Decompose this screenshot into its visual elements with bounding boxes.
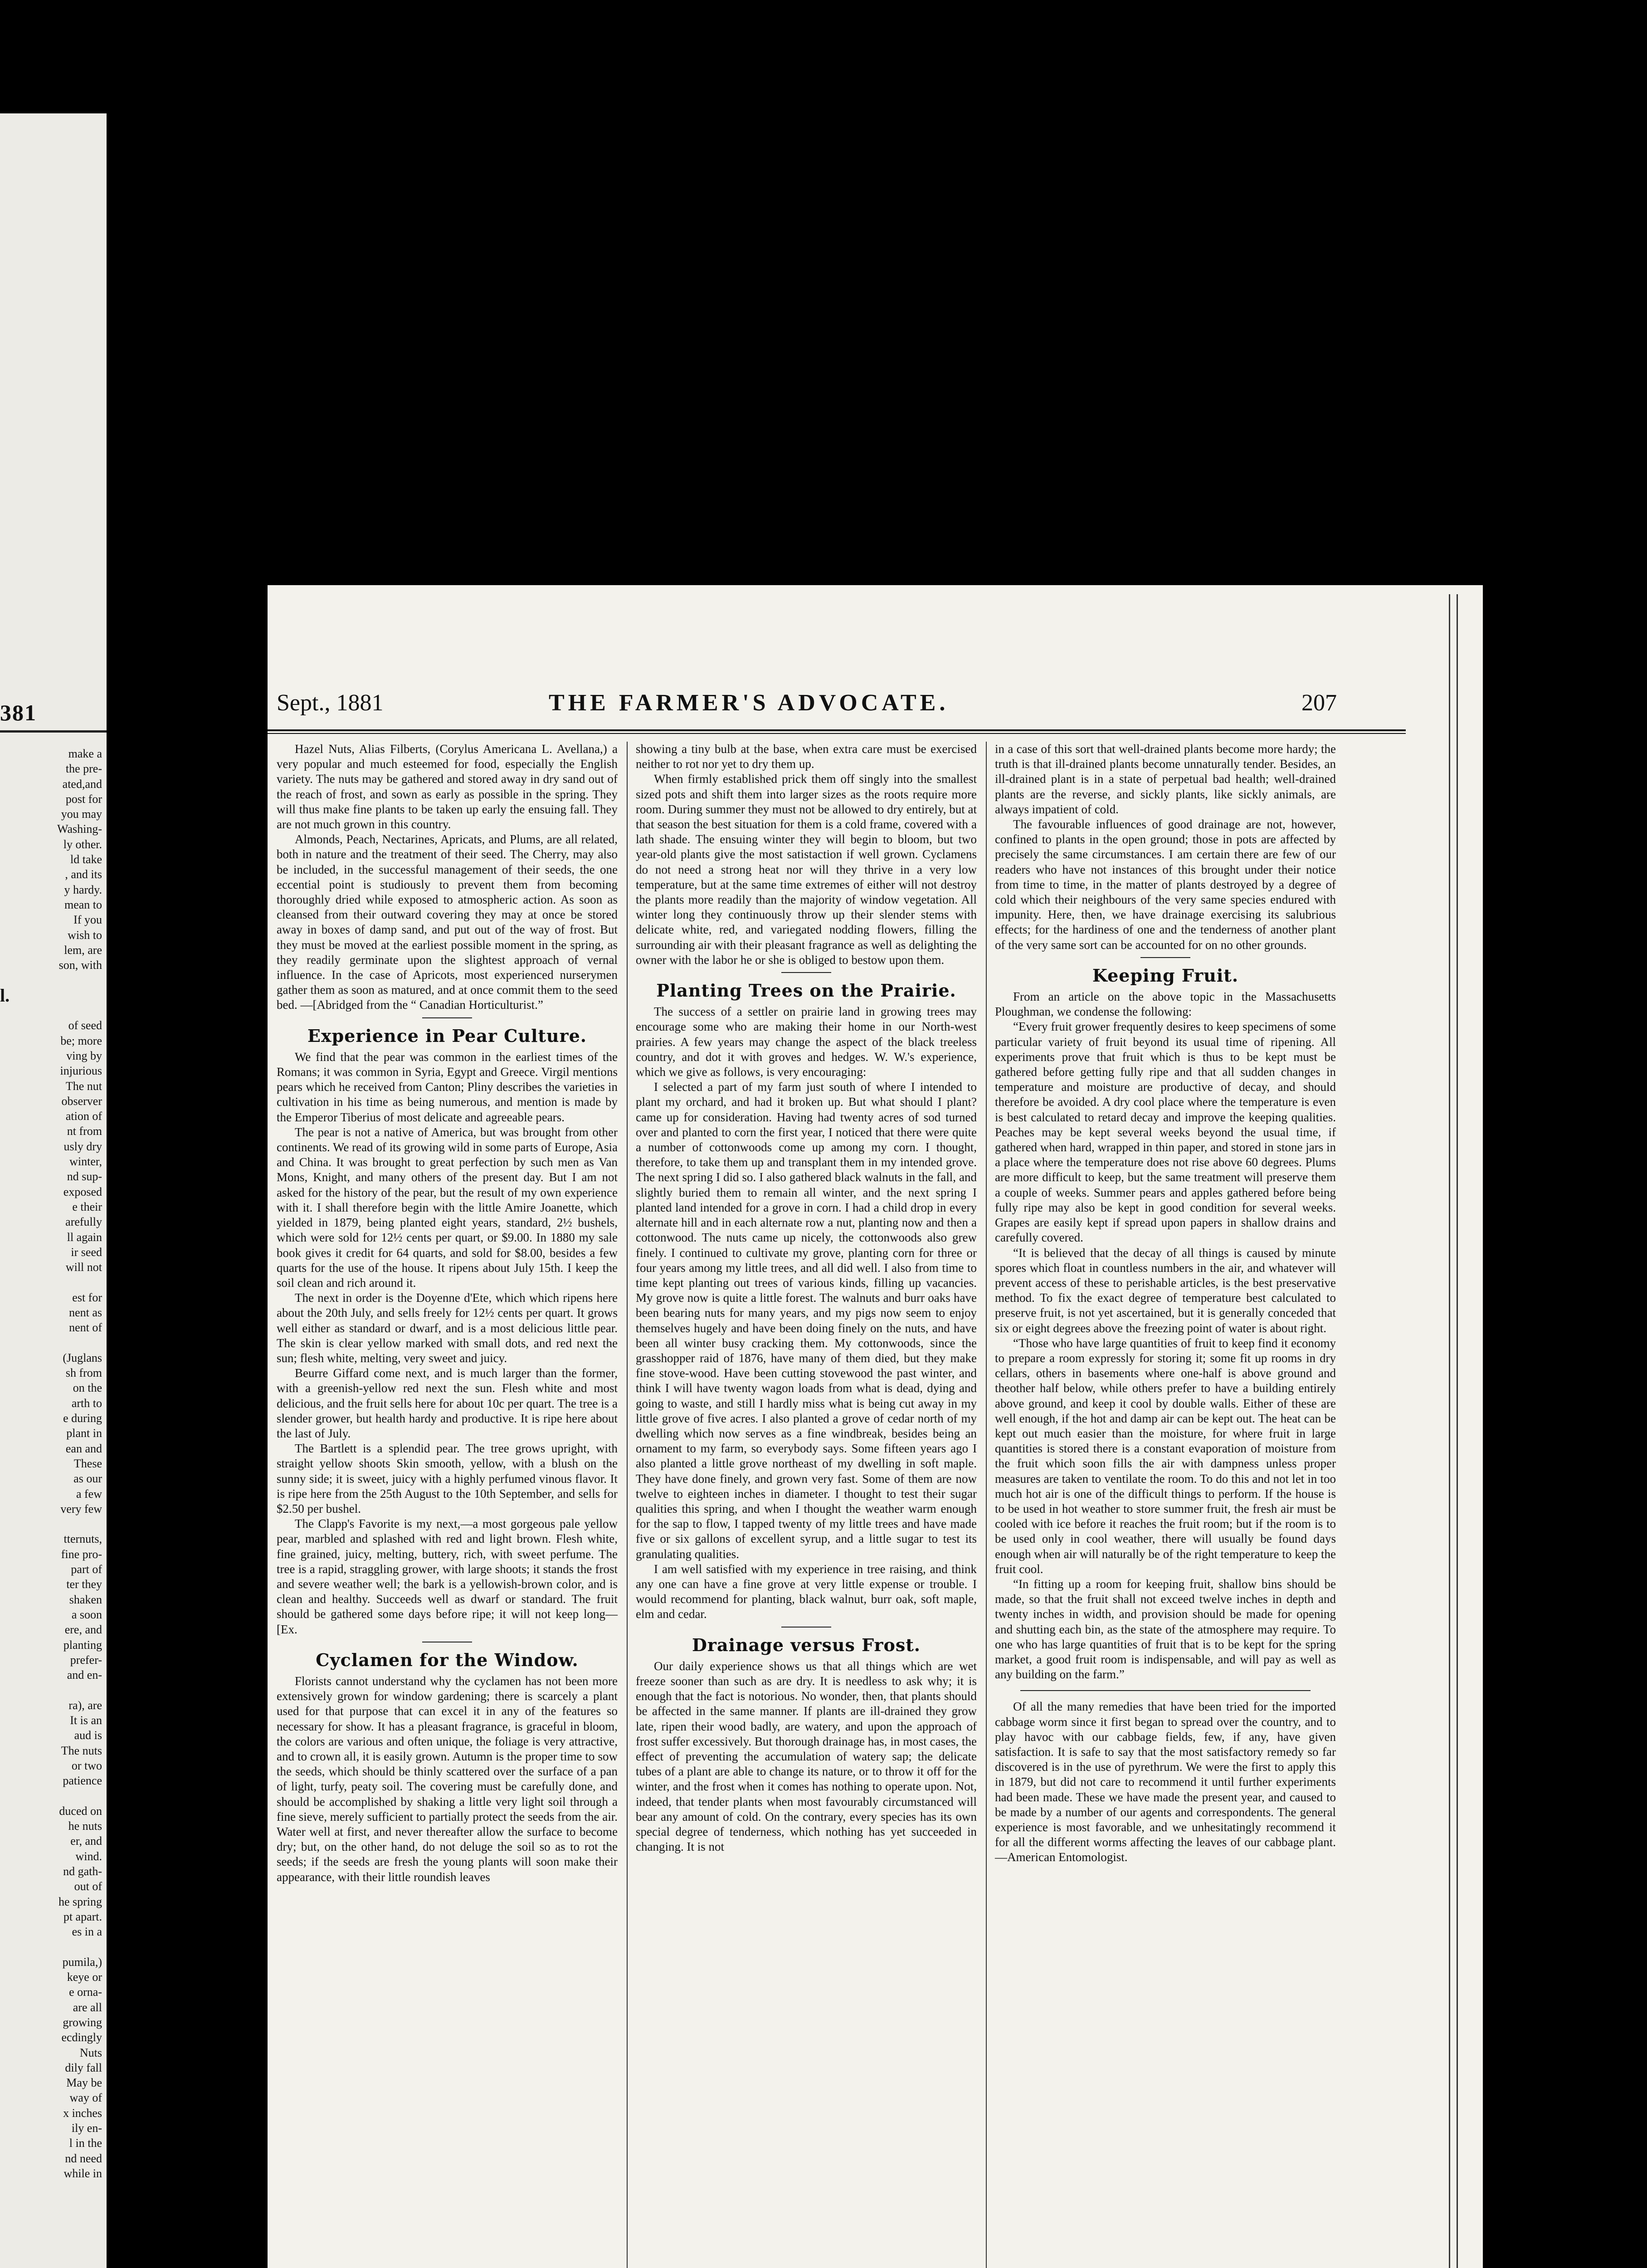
text-fragment: as our [73, 1472, 102, 1486]
text-fragment: These [73, 1457, 102, 1470]
article-paragraph: The pear is not a native of America, but was brought from other continents. We read of its growing wild in some parts of Europe, Asia and China. It was brought to great perfection by such men as Van Mons, Knight, and many others of the present day. But I am not asked for the history of the pear, but the result of my own experience with it. I shall therefore begin with the little Amire Joanette, which yielded in 1879, being planted eight years, standard, 2½ bushels, which were sold for 12½ cents per quart, or $9.00. In 1880 my sale book gives it credit for 64 quarts, and sold for $8.00, besides a few quarts for the use of the house. It ripens about July 15th. I keep the soil clean and rich around it. [277, 1125, 618, 1290]
text-fragment: the pre- [65, 762, 102, 776]
column-3 [995, 742, 1336, 1865]
text-fragment: nt from [67, 1124, 102, 1138]
section-rule [1020, 1690, 1311, 1691]
text-fragment: pt apart. [63, 1910, 102, 1923]
text-fragment: injurious [60, 1064, 102, 1078]
fragment-spacer [0, 1939, 107, 1954]
text-fragment: mean to [64, 898, 102, 911]
fragment-spacer [0, 1335, 107, 1350]
text-fragment: lem, are [64, 943, 102, 957]
text-fragment: sh from [65, 1366, 102, 1380]
article-paragraph: The Bartlett is a splendid pear. The tree grows upright, with straight yellow shoots Skin smooth, yellow, with a blush on the sunny side; it is sweet, juicy with a highly perfumed vinous flavor. It is ripe here from the 25th August to the 10th September, and sells for $2.50 per bushel. [277, 1442, 618, 1515]
text-fragment: very few [60, 1502, 102, 1515]
text-fragment: arth to [71, 1396, 102, 1410]
text-fragment: you may [61, 807, 102, 821]
article-paragraph: showing a tiny bulb at the base, when extra care must be exercised neither to rot nor yet to dry them up. [636, 742, 977, 771]
article-paragraph: The next in order is the Doyenne d'Ete, which which ripens here about the 20th July, and sells freely for 12½ cents per quart. It grows well either as standard or dwarf, and is a most delicious little pear. The skin is clear yellow marked with small dots, and red next the sun; flesh white, melting, very sweet and juicy. [277, 1291, 618, 1365]
text-fragment: ecdingly [61, 2031, 102, 2044]
text-fragment: ily en- [71, 2121, 102, 2135]
text-fragment: tternuts, [63, 1532, 102, 1546]
text-fragment: nd gath- [63, 1864, 102, 1878]
text-fragment: ated,and [62, 777, 102, 791]
article-paragraph: Beurre Giffard come next, and is much larger than the former, with a greenish-yellow red next the sun. Flesh white and most delicious, and the fruit sells here for about 10c per quart. The tree is a slender grower, but health hardy and productive. It is ripe here about the last of July. [277, 1366, 618, 1440]
fragment-spacer [0, 1682, 107, 1697]
article-heading-cyclamen: Cyclamen for the Window. [316, 1649, 579, 1670]
text-fragment: If you [73, 913, 102, 927]
column-1 [277, 742, 618, 1885]
text-fragment: part of [71, 1563, 102, 1576]
text-fragment: fine pro- [61, 1547, 102, 1561]
article-heading-drainage: Drainage versus Frost. [692, 1634, 921, 1655]
text-fragment: nd need [65, 2151, 102, 2165]
newspaper-page [268, 585, 1483, 2268]
text-fragment: out of [74, 1880, 102, 1893]
article-paragraph: “It is believed that the decay of all things is caused by minute spores which float in countless numbers in the air, and whatever will prevent access of these to perishable articles, is the best preservative method. To fix the exact degree of temperature best calculated to preserve fruit, is not yet ascertained, but it is generally conceded that six or eight degrees above the freezing point of water is about right. [995, 1246, 1336, 1335]
text-fragment: way of [69, 2091, 102, 2105]
text-fragment: e during [63, 1412, 102, 1425]
text-fragment: observer [61, 1094, 102, 1108]
text-fragment: Washing- [57, 822, 102, 836]
text-fragment: ean and [65, 1442, 102, 1455]
previous-page-fragment [0, 113, 107, 2268]
section-rule [781, 972, 831, 973]
text-fragment: patience [63, 1774, 102, 1788]
article-paragraph: From an article on the above topic in the Massachusetts Ploughman, we condense the following: [995, 990, 1336, 1019]
column-divider [986, 742, 987, 2268]
text-fragment: wind. [75, 1849, 102, 1863]
text-fragment: duced on [59, 1804, 102, 1818]
text-fragment: and en- [67, 1668, 102, 1682]
text-fragment: e orna- [69, 1985, 102, 1999]
text-fragment: nent of [69, 1321, 102, 1334]
text-fragment: , and its [65, 868, 102, 881]
text-fragment: ation of [65, 1110, 102, 1123]
text-fragment: ly other. [63, 837, 102, 851]
column-2 [636, 742, 977, 1854]
text-fragment: arefully [65, 1215, 102, 1229]
text-fragment: son, with [58, 958, 102, 972]
previous-page-header-rule [0, 730, 107, 733]
text-fragment: aud is [74, 1729, 102, 1742]
fragment-spacer [0, 1275, 107, 1290]
text-fragment: er, and [70, 1834, 102, 1848]
previous-page-text-fragments [0, 746, 107, 2181]
fragment-spacer [0, 973, 107, 987]
text-fragment: It is an [70, 1714, 102, 1727]
article-paragraph: The Clapp's Favorite is my next,—a most gorgeous pale yellow pear, marbled and splashed with red and light brown. Flesh white, fine grained, juicy, melting, buttery, rich, with sweet perfume. The tree is a rapid, straggling grower, with large shoots; it stands the frost and severe weather well; the bark is a yellowish-brown color, and is clean and healthy. Succeeds well as dwarf or standard. The fruit should be gathered some days before ripe; it will not keep long—[Ex. [277, 1517, 618, 1636]
article-heading-planting-trees: Planting Trees on the Prairie. [656, 980, 956, 1001]
article-paragraph: Almonds, Peach, Nectarines, Apricats, and Plums, are all related, both in nature and the treatment of their seed. The Cherry, may also be included, in the successful management of their seeds, the one eccential point is studiously to prevent them from becoming thoroughly dried while exposed to atmospheric action. As soon as cleansed from their outward covering they may at once be stored away in boxes of damp sand, and put out of the way of frost. But they must be moved at the earliest possible moment in the spring, as they readily germinate upon the slightest approach of vernal influence. In the case of Apricots, most experienced nurserymen gather them as soon as matured, and at once commit them to the seed bed. —[Abridged from the “ Canadian Horticulturist.” [277, 832, 618, 1012]
text-fragment: plant in [66, 1427, 102, 1440]
text-fragment: x inches [63, 2106, 102, 2120]
page-edge-border [1449, 594, 1458, 2268]
text-fragment: prefer- [70, 1653, 102, 1667]
text-fragment: wish to [68, 928, 102, 942]
article-paragraph: The favourable influences of good drainage are not, however, confined to plants in the open ground; those in pots are affected by precisely the same circumstances. I am certain there are few of our readers who have not instances of this brought under their notice from time to time, in the matter of plants destroyed by a degree of cold which their neighbours of the very same species endured with impunity. Here, then, we have drainage exercising its salubrious effects; for the hardiness of one and the tenderness of another plant of the very same sort can be accounted for on no other grounds. [995, 817, 1336, 952]
article-paragraph: I selected a part of my farm just south of where I intended to plant my orchard, and had it broken up. But what should I plant? came up for consideration. Having had twenty acres of sod turned over and planted to corn the first year, I noticed that there were quite a number of cottonwoods come up among my corn. I thought, therefore, to take them up and transplant them in my intended grove. The next spring I did so. I also gathered black walnuts in the fall, and slightly buried them to remain all winter, and the next spring I planted land intended for a grove in corn. I had a child drop in every alternate hill and in each alternate row a nut, planting now and then a cottonwood. The nuts came up nicely, the cottonwoods also grew finely. I continued to cultivate my grove, planting corn for three or four years among my little trees, and all did well. I also from time to time kept planting out trees of various kinds, filling up vacancies. My grove now is quite a little forest. The walnuts and burr oaks have been bearing nuts for many years, and my pigs now seem to enjoy themselves hugely and have been doing finely on the nuts, and have been all winter busy cracking them. My cottonwoods, since the grasshopper raid of 1876, have many of them died, but they make fine stove-wood. Have been cutting stovewood the past winter, and think I will have twenty wagon loads from what is dead, dying and going to waste, and still I hardly miss what is being cut away in my little grove of five acres. I also planted a grove of cedar north of my dwelling which now serves as a fine windbreak, besides being an ornament to my farm, so everybody says. Some fifteen years ago I also planted a little grove northeast of my dwelling in soft maple. They have done finely, and grown very fast. Some of them are now twelve to eighteen inches in diameter. I thought to test their sugar qualities this spring, and when I thought the weather warm enough for the sap to flow, I tapped twenty of my little trees and have made five or six gallons of excellent syrup, and a little sugar to test its granulating qualities. [636, 1080, 977, 1561]
text-fragment: l in the [69, 2136, 102, 2150]
text-fragment: (Juglans [63, 1351, 102, 1364]
text-fragment: or two [71, 1759, 102, 1772]
section-rule [1140, 957, 1190, 958]
fragment-spacer [0, 1516, 107, 1531]
fragment-spacer [0, 1788, 107, 1803]
text-fragment: est for [72, 1290, 102, 1304]
article-paragraph: Of all the many remedies that have been tried for the imported cabbage worm since it first began to spread over the country, and to play havoc with our cabbage fields, few, if any, have given satisfaction. It is safe to say that the most satisfactory remedy so far discovered is in the use of pyrethrum. We were the first to apply this in 1879, but did not care to recommend it until further experiments had been made. These we have made the present year, and caused to be made by a number of our agents and correspondents. The general experience is most favorable, and we unhesitatingly recommend it for all the different worms affecting the leaves of our cabbage plant.—American Entomologist. [995, 1700, 1336, 1864]
text-fragment: keye or [67, 1970, 102, 1984]
header-rule [268, 729, 1406, 734]
text-fragment: be; more [60, 1034, 102, 1047]
text-fragment: a soon [71, 1608, 102, 1621]
page-gutter [107, 585, 270, 2268]
text-fragment: ra), are [68, 1698, 102, 1712]
text-fragment: growing [63, 2015, 102, 2029]
article-heading-keeping-fruit: Keeping Fruit. [1092, 965, 1239, 986]
text-fragment: he nuts [68, 1819, 102, 1833]
column-divider [627, 742, 628, 2268]
article-paragraph: “In fitting up a room for keeping fruit, shallow bins should be made, so that the fruit shall not exceed twelve inches in depth and twenty inches in width, and provision should be made for opening and shutting each bin, as the state of the atmosphere may require. To one who has large quantities of fruit that is to be kept for the spring market, a good fruit room is indispensable, and will pay as well as any building on the farm.” [995, 1577, 1336, 1681]
text-fragment: a few [76, 1487, 102, 1501]
text-fragment: shaken [69, 1593, 102, 1606]
section-rule [422, 1017, 472, 1018]
article-paragraph: When firmly established prick them off singly into the smallest sized pots and shift them into larger sizes as the roots require more room. During summer they must not be allowed to dry entirely, but at that season the best situation for them is a cold frame, covered with a lath shade. The ensuing winter they will begin to bloom, but two year-old plants give the most satistaction if well grown. Cyclamens do not need a strong heat nor will they thrive in a very low temperature, but at the same time extremes of either will not destroy the plants more readily than the majority of window vegetation. All winter long they continuously throw up their slender stems with delicate white, red, and variegated nodding flowers, filling the surrounding air with their pleasant fragrance as well as delighting the owner with the labor he or she is obliged to bestow upon them. [636, 772, 977, 967]
text-fragment: on the [73, 1381, 102, 1395]
text-fragment: while in [63, 2166, 102, 2180]
text-fragment: usly dry [63, 1139, 102, 1153]
text-fragment: Nuts [79, 2046, 102, 2059]
previous-page-number: 381 [0, 700, 37, 725]
text-fragment: will not [65, 1261, 102, 1274]
article-paragraph: Hazel Nuts, Alias Filberts, (Corylus Americana L. Avellana,) a very popular and much esteemed for food, especially the English variety. The nuts may be gathered and stored away in dry sand out of the reach of frost, and sown as early as possible in the spring. They will thus make fine plants to be taken up early the ensuing fall. They are not much grown in this country. [277, 742, 618, 831]
text-fragment: dily fall [65, 2061, 102, 2074]
text-fragment: ir seed [71, 1245, 102, 1259]
article-paragraph: “Every fruit grower frequently desires to keep specimens of some particular variety of fruit beyond its usual time of ripening. All experiments prove that fruit which is thus to be kept must be gathered before getting fully ripe and that all sudden changes in temperature and moisture are productive of decay, and should therefore be avoided. A dry cool place where the temperature is even is best calculated to retard decay and improve the keeping qualities. Peaches may be kept several weeks beyond the usual time, if gathered when hard, wrapped in thin paper, and stored in stone jars in a place where the temperature does not rise above 60 degrees. Plums are more difficult to keep, but the same treatment will preserve them a couple of weeks. Summer pears and apples gathered before being fully ripe may also be kept in good condition for several weeks. Grapes are easily kept if spread upon papers in shallow drains and carefully covered. [995, 1020, 1336, 1245]
issue-date: Sept., 1881 [277, 690, 384, 716]
text-fragment: ter they [66, 1578, 102, 1591]
article-heading-pear-culture: Experience in Pear Culture. [307, 1025, 587, 1046]
article-paragraph: “Those who have large quantities of fruit to keep find it economy to prepare a room expressly for storing it; some fit up rooms in dry cellars, others in basements where one-half is above ground and theother half below, while others prefer to have a building entirely above ground, and keep it cool by double walls. Either of these are well enough, if the hot and damp air can be kept out. The heat can be kept out much easier than the moisture, for where fruit in large quantities is stored there is a constant evaporation of moisture from the fruit which soon fills the air with dampness unless proper measures are taken to ventilate the room. To do this and not let in too much hot air is one of the difficult things to perform. If the house is to be used in hot weather to store summer fruit, the fresh air must be cooled with ice before it reaches the fruit room; but if the room is to be used only in cool weather, there will usually be found days enough when air will naturally be of the right temperature to keep the fruit cool. [995, 1336, 1336, 1576]
text-fragment: exposed [63, 1185, 102, 1198]
masthead-title: THE FARMER'S ADVOCATE. [549, 690, 949, 716]
article-paragraph: in a case of this sort that well-drained plants become more hardy; the truth is that ill-drained plants become unnaturally tender. Besides, an ill-drained plant is in a state of perpetual bad health; well-drained plants are the reverse, and sickly plants, like sickly animals, are always impatient of cold. [995, 742, 1336, 816]
article-paragraph: Our daily experience shows us that all things which are wet freeze sooner than such as are dry. It is needless to ask why; it is enough that the fact is notorious. No wonder, then, that plants should be affected in the same manner. If plants are ill-drained they grow late, ripen their wood badly, are watery, and upon the approach of frost suffer excessively. But thorough drainage has, in most cases, the effect of preventing the accumulation of watery sap; the delicate tubes of a plant are able to change its nature, or to throw it off for the winter, and the frost when it comes has nothing to operate upon. Not, indeed, that tender plants when most favourably circumstanced will bear any amount of cold. On the contrary, every species has its own special degree of tenderness, which nothing has yet succeeded in changing. It is not [636, 1659, 977, 1854]
text-fragment: y hardy. [64, 883, 102, 896]
text-fragment: ving by [66, 1049, 102, 1062]
text-fragment: planting [63, 1638, 102, 1652]
text-fragment: make a [68, 747, 102, 760]
text-fragment: The nut [65, 1079, 102, 1093]
text-fragment: ld take [70, 853, 102, 866]
fragment-spacer [0, 1003, 107, 1018]
page-number: 207 [1301, 690, 1337, 716]
text-fragment: post for [65, 792, 102, 806]
text-fragment: he spring [58, 1895, 102, 1908]
article-paragraph: Florists cannot understand why the cyclamen has not been more extensively grown for window gardening; there is scarcely a plant used for that purpose that can excel it in any of the features so necessary for show. It has a pleasant fragrance, is graceful in bloom, the colors are various and often unique, the foliage is very attractive, and to crown all, it is easily grown. Autumn is the proper time to sow the seeds, which should be thinly scattered over the surface of a pan of light, turfy, peaty soil. The covering must be carefully done, and should be accomplished by shaking a little very light soil through a fine sieve, merely sufficient to partially protect the seeds from the air. Water well at first, and never thereafter allow the surface to become dry; but, on the other hand, do not deluge the soil so as to rot the seeds; if the seeds are fresh the young plants will soon make their appearance, with their little roundish leaves [277, 1674, 618, 1884]
section-letter: l. [0, 987, 10, 1003]
text-fragment: nd sup- [67, 1170, 102, 1183]
text-fragment: May be [66, 2076, 102, 2090]
text-fragment: The nuts [61, 1744, 102, 1757]
text-fragment: winter, [69, 1155, 102, 1168]
text-fragment: pumila,) [62, 1955, 102, 1969]
text-fragment: ere, and [64, 1623, 102, 1637]
text-fragment: nent as [69, 1305, 102, 1319]
text-fragment: ll again [67, 1230, 102, 1244]
article-paragraph: The success of a settler on prairie land in growing trees may encourage some who are making their home in our North-west prairies. A few years may change the aspect of the black treeless country, and dot it with groves and hedges. W. W.'s experience, which we give as follows, is very encouraging: [636, 1005, 977, 1079]
article-paragraph: We find that the pear was common in the earliest times of the Romans; it was common in Syria, Egypt and Greece. Virgil mentions pears which he received from Canton; Pliny describes the varieties in cultivation in his time as being numerous, and mention is made by the Emperor Tiberius of most delicate and agreeable pears. [277, 1050, 618, 1124]
text-fragment: are all [73, 2000, 102, 2014]
text-fragment: of seed [68, 1019, 102, 1032]
section-rule [781, 1627, 831, 1628]
text-fragment: es in a [72, 1925, 102, 1939]
article-paragraph: I am well satisfied with my experience in tree raising, and think any one can have a fine grove at very little expense or trouble. I would recommend for planting, black walnut, burr oak, soft maple, elm and cedar. [636, 1562, 977, 1621]
text-fragment: e their [72, 1200, 102, 1213]
page-header [268, 689, 1401, 726]
